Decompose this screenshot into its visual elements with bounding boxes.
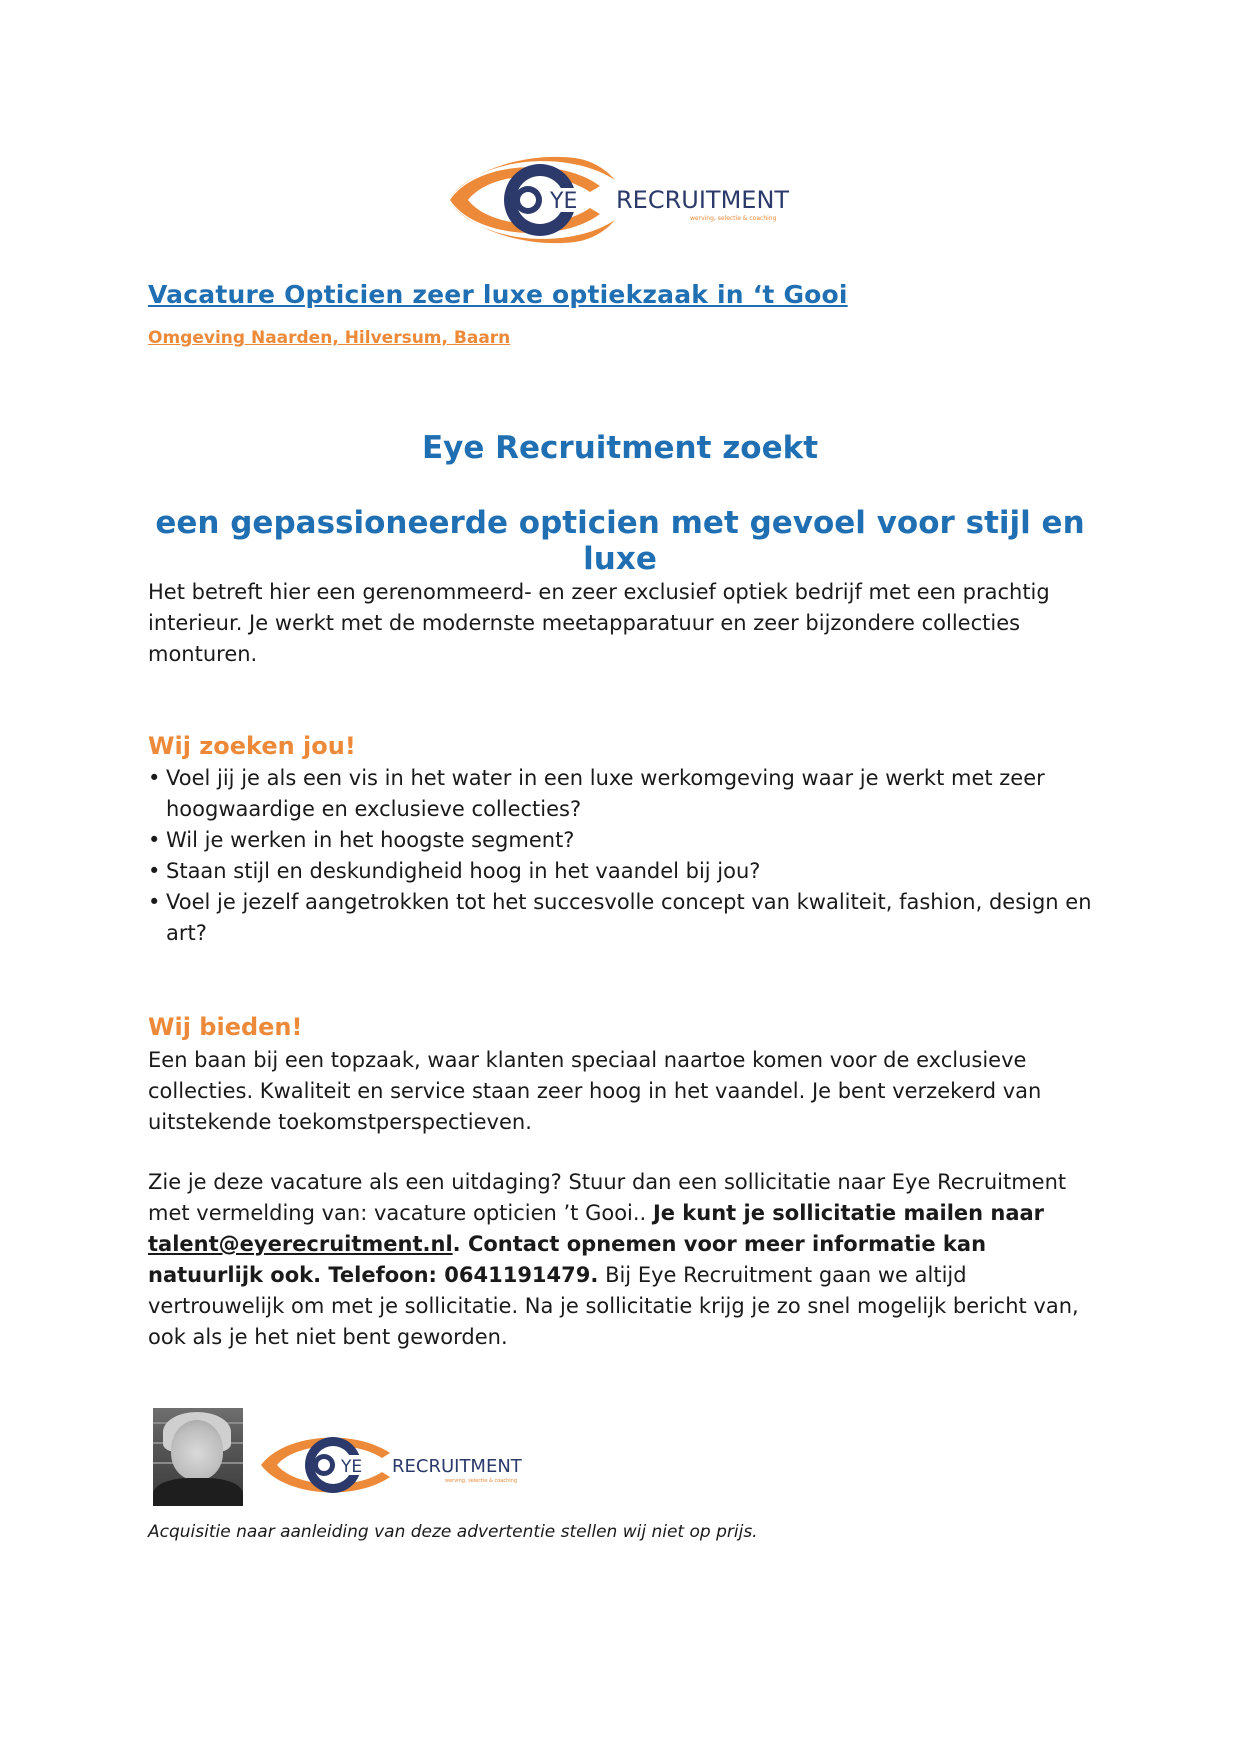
contact-mail-instruction: Je kunt je sollicitatie mailen naar	[652, 1201, 1045, 1225]
main-heading: Eye Recruitment zoekt	[421, 430, 819, 466]
eye-recruitment-logo-small	[255, 1425, 535, 1505]
bullet-icon: •	[148, 859, 161, 883]
offer-paragraph: Een baan bij een topzaak, waar klanten speciaal naartoe komen voor de exclusieve collecties. Kwaliteit en service staan zeer hoog in het vaandel. Je bent verzekerd van uitstekende toekomstperspectieven.	[148, 1048, 1042, 1134]
bullet-icon: •	[148, 766, 161, 790]
logo-wordmark: RECRUITMENT	[616, 186, 790, 214]
section-heading-wij-zoeken: Wij zoeken jou!	[148, 732, 356, 760]
contact-confidential-text: Bij Eye Recruitment gaan we altijd vertrouwelijk om met je sollicitatie. Na je sollicitatie krijg je zo snel mogelijk bericht van, ook als je het niet bent geworden.	[148, 1263, 1079, 1349]
list-item	[148, 825, 1098, 856]
logo-prefix: YE	[550, 189, 578, 214]
disclaimer: Acquisitie naar aanleiding van deze advertentie stellen wij niet op prijs.	[148, 1522, 758, 1542]
logo-tagline-small: werving, selectie & coaching	[445, 1478, 518, 1484]
list-item-text: Staan stijl en deskundigheid hoog in het vaandel bij jou?	[166, 859, 761, 883]
eye-recruitment-logo	[440, 150, 800, 250]
list-item-text: Voel je jezelf aangetrokken tot het succesvolle concept van kwaliteit, fashion, design en art?	[166, 890, 1092, 945]
email-link[interactable]: talent@eyerecruitment.nl	[148, 1232, 453, 1256]
list-item	[148, 763, 1098, 825]
list-item-text: Voel jij je als een vis in het water in een luxe werkomgeving waar je werkt met zeer hoogwaardige en exclusieve collecties?	[166, 766, 1045, 821]
list-item-text: Wil je werken in het hoogste segment?	[166, 828, 575, 852]
logo-wordmark-small: RECRUITMENT	[392, 1456, 522, 1477]
vacancy-title[interactable]: Vacature Opticien zeer luxe optiekzaak in ‘t Gooi	[148, 280, 848, 309]
vacancy-location[interactable]: Omgeving Naarden, Hilversum, Baarn	[148, 328, 511, 348]
logo-tagline: werving, selectie & coaching	[690, 215, 777, 222]
bullet-icon: •	[148, 828, 161, 852]
logo-prefix-small: YE	[341, 1457, 363, 1477]
requirements-list	[148, 763, 1098, 949]
section-heading-wij-bieden: Wij bieden!	[148, 1013, 303, 1041]
intro-paragraph: Het betreft hier een gerenommeerd- en zeer exclusief optiek bedrijf met een prachtig interieur. Je werkt met de modernste meetapparatuur en zeer bijzondere collecties monturen.	[148, 580, 1050, 666]
contact-paragraph	[148, 1167, 1098, 1353]
sub-heading: een gepassioneerde opticien met gevoel voor stijl en luxe	[155, 505, 1085, 577]
bullet-icon: •	[148, 890, 161, 914]
recruiter-photo	[153, 1408, 243, 1506]
contact-phone-text: . Contact opnemen voor meer informatie kan natuurlijk ook. Telefoon: 0641191479.	[148, 1232, 987, 1287]
list-item	[148, 856, 1098, 887]
contact-text: Zie je deze vacature als een uitdaging? Stuur dan een sollicitatie naar Eye Recruitment met vermelding van: vacature opticien ’t Gooi..	[148, 1170, 1067, 1225]
list-item	[148, 887, 1098, 949]
